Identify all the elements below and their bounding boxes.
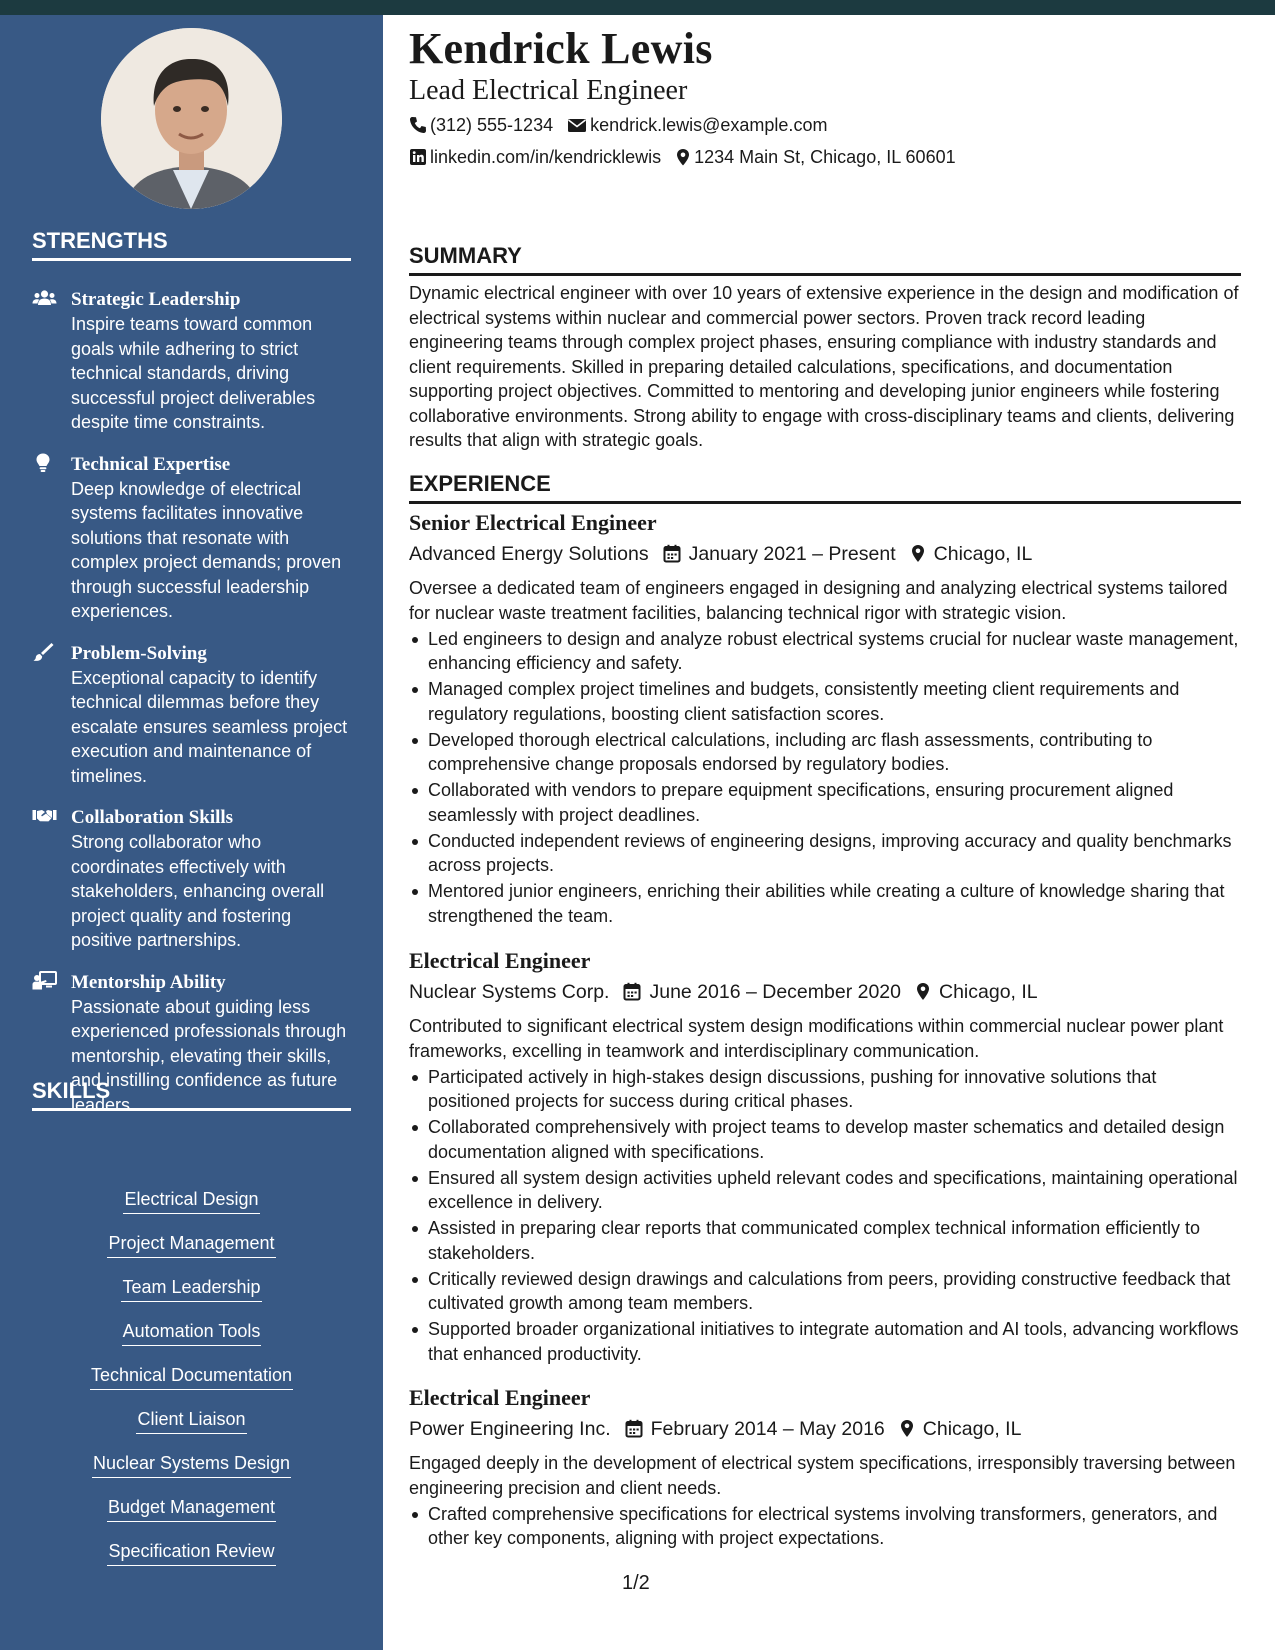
strength-title: Collaboration Skills — [71, 807, 234, 828]
bullet-item: Ensured all system design activities upheld relevant codes and specifications, maintaining operational excellence in delivery. — [409, 1166, 1241, 1215]
bullet-item: Crafted comprehensive specifications for electrical systems involving transformers, generators, and other key components, aligning with project expectations. — [409, 1502, 1241, 1551]
strength-item — [32, 452, 351, 624]
strengths-list — [32, 287, 351, 1134]
job-dates: January 2021 – Present — [688, 543, 896, 565]
bullet-item: Developed thorough electrical calculations, including arc flash assessments, contributing to comprehensive change proposals endorsed by regulatory bodies. — [409, 728, 1241, 777]
job-bullets — [409, 1065, 1241, 1367]
strength-desc: Strong collaborator who coordinates effectively with stakeholders, enhancing overall project quality and fostering positive partnerships. — [71, 832, 325, 950]
bullet-item: Supported broader organizational initiatives to integrate automation and AI tools, advancing workflows that enhanced productivity. — [409, 1317, 1241, 1366]
job-description: Engaged deeply in the development of electrical system specifications, irresponsibly traversing between engineering precision and client needs. — [409, 1453, 1236, 1498]
linkedin-icon — [409, 148, 427, 172]
map-pin-icon — [675, 148, 691, 172]
job-dates: June 2016 – December 2020 — [649, 981, 901, 1003]
candidate-name: Kendrick Lewis — [409, 24, 713, 73]
strength-desc: Deep knowledge of electrical systems facilitates innovative solutions that resonate with complex project demands; proven through successful leadership experiences. — [71, 478, 342, 621]
job-meta — [409, 1413, 1241, 1448]
skill-tag: Automation Tools — [122, 1319, 262, 1346]
skill-tag: Budget Management — [107, 1495, 276, 1522]
handshake-icon — [32, 806, 57, 826]
top-accent-bar — [0, 0, 1275, 15]
page-number: 1/2 — [622, 1572, 650, 1594]
company-name: Advanced Energy Solutions — [409, 543, 649, 565]
bullet-item: Assisted in preparing clear reports that communicated complex technical information efficiently to stakeholders. — [409, 1216, 1241, 1265]
strengths-heading: STRENGTHS — [32, 228, 351, 261]
lightbulb-icon — [32, 453, 57, 473]
bullet-item: Critically reviewed design drawings and calculations from peers, providing constructive feedback that cultivated growth among team members. — [409, 1267, 1241, 1316]
experience-heading: EXPERIENCE — [409, 470, 1241, 504]
bullet-item: Conducted independent reviews of engineering designs, improving accuracy and quality benchmarks across projects. — [409, 829, 1241, 878]
email-link[interactable]: kendrick.lewis@example.com — [590, 115, 828, 135]
address-text: 1234 Main St, Chicago, IL 60601 — [694, 147, 956, 167]
job-location: Chicago, IL — [922, 1418, 1022, 1440]
users-icon — [32, 288, 57, 308]
strength-item — [32, 805, 351, 953]
calendar-icon — [625, 1416, 643, 1448]
job-entry — [409, 508, 1241, 928]
calendar-icon — [623, 979, 641, 1011]
skill-tag: Specification Review — [107, 1539, 275, 1566]
skill-tag: Team Leadership — [121, 1275, 261, 1302]
strength-desc: Inspire teams toward common goals while adhering to strict technical standards, driving successful project deliverables despite time constraints. — [71, 314, 316, 432]
map-pin-icon — [910, 541, 926, 573]
strength-title: Technical Expertise — [71, 453, 231, 475]
bullet-item: Collaborated with vendors to prepare equipment specifications, ensuring procurement aligned seamlessly with project deadlines. — [409, 778, 1241, 827]
bullet-item: Managed complex project timelines and budgets, consistently meeting client requirements and regulatory regulations, boosting client satisfaction scores. — [409, 677, 1241, 726]
job-location: Chicago, IL — [933, 543, 1033, 565]
job-description: Contributed to significant electrical system design modifications within commercial nuclear power plant frameworks, excelling in teamwork and interdisciplinary communication. — [409, 1016, 1224, 1061]
job-bullets — [409, 627, 1241, 929]
skill-tag: Project Management — [107, 1231, 275, 1258]
phone-text: (312) 555-1234 — [430, 115, 554, 135]
job-location: Chicago, IL — [939, 981, 1038, 1003]
skill-tag: Client Liaison — [136, 1407, 246, 1434]
contact-row — [409, 145, 956, 172]
bullet-item: Collaborated comprehensively with project teams to develop master schematics and detailed design documentation aligned with specifications. — [409, 1115, 1241, 1164]
bullet-item: Led engineers to design and analyze robust electrical systems crucial for nuclear waste management, enhancing efficiency and safety. — [409, 627, 1241, 676]
job-title: Electrical Engineer — [409, 1385, 591, 1410]
job-dates: February 2014 – May 2016 — [650, 1418, 885, 1440]
strength-title: Mentorship Ability — [71, 971, 226, 993]
job-bullets — [409, 1502, 1241, 1551]
calendar-icon — [663, 541, 681, 573]
contact-row — [409, 113, 827, 140]
company-name: Nuclear Systems Corp. — [409, 981, 610, 1003]
job-entry — [409, 946, 1241, 1366]
summary-text: Dynamic electrical engineer with over 10 years of extensive experience in the design and modification of electrical systems within nuclear and commercial power sectors. Proven track record leading engineering teams through complex project phases, ensuring compliance with industry standards and client requirements. Skilled in preparing detailed calculations, specifications, and documentation supporting project objectives. Committed to mentoring and developing junior engineers while fostering collaborative environments. Strong ability to engage with cross-disciplinary teams and clients, delivering results that align with strategic goals. — [409, 283, 1239, 450]
avatar — [101, 28, 282, 209]
phone-icon — [409, 116, 427, 140]
job-title: Senior Electrical Engineer — [409, 510, 657, 535]
skill-tag: Technical Documentation — [90, 1363, 293, 1390]
company-name: Power Engineering Inc. — [409, 1418, 611, 1440]
sidebar — [0, 15, 383, 1650]
strength-desc: Passionate about guiding less experienced professionals through mentorship, elevating their skills, and instilling confidence as future leaders. — [71, 996, 347, 1115]
job-meta — [409, 538, 1241, 573]
envelope-icon — [567, 116, 587, 140]
strength-title: Problem-Solving — [71, 642, 207, 664]
skill-tag: Nuclear Systems Design — [92, 1451, 291, 1478]
job-description: Oversee a dedicated team of engineers engaged in designing and analyzing electrical systems tailored for nuclear waste treatment facilities, balancing technical rigor with strategic vision. — [409, 578, 1228, 623]
chalkboard-teacher-icon — [32, 971, 57, 991]
job-entry — [409, 1383, 1241, 1551]
linkedin-link[interactable]: linkedin.com/in/kendricklewis — [430, 147, 662, 167]
strength-desc: Exceptional capacity to identify technical dilemmas before they escalate ensures seamless project execution and maintenance of timelines. — [71, 667, 348, 786]
strength-title: Strategic Leadership — [71, 289, 241, 310]
map-pin-icon — [915, 979, 931, 1011]
skills-heading: SKILLS — [32, 1078, 351, 1111]
bullet-item: Participated actively in high-stakes design discussions, pushing for innovative solutions that positioned projects for success during critical phases. — [409, 1065, 1241, 1114]
bullet-item: Mentored junior engineers, enriching their abilities while creating a culture of knowledge sharing that strengthened the team. — [409, 879, 1241, 928]
map-pin-icon — [899, 1416, 915, 1448]
skill-tag: Electrical Design — [123, 1187, 259, 1214]
candidate-role: Lead Electrical Engineer — [409, 75, 688, 106]
job-meta — [409, 976, 1241, 1011]
strength-item — [32, 287, 351, 435]
job-title: Electrical Engineer — [409, 948, 591, 973]
strength-item — [32, 641, 351, 789]
summary-heading: SUMMARY — [409, 242, 1241, 276]
skills-list — [32, 1187, 351, 1583]
brush-icon — [32, 642, 57, 662]
